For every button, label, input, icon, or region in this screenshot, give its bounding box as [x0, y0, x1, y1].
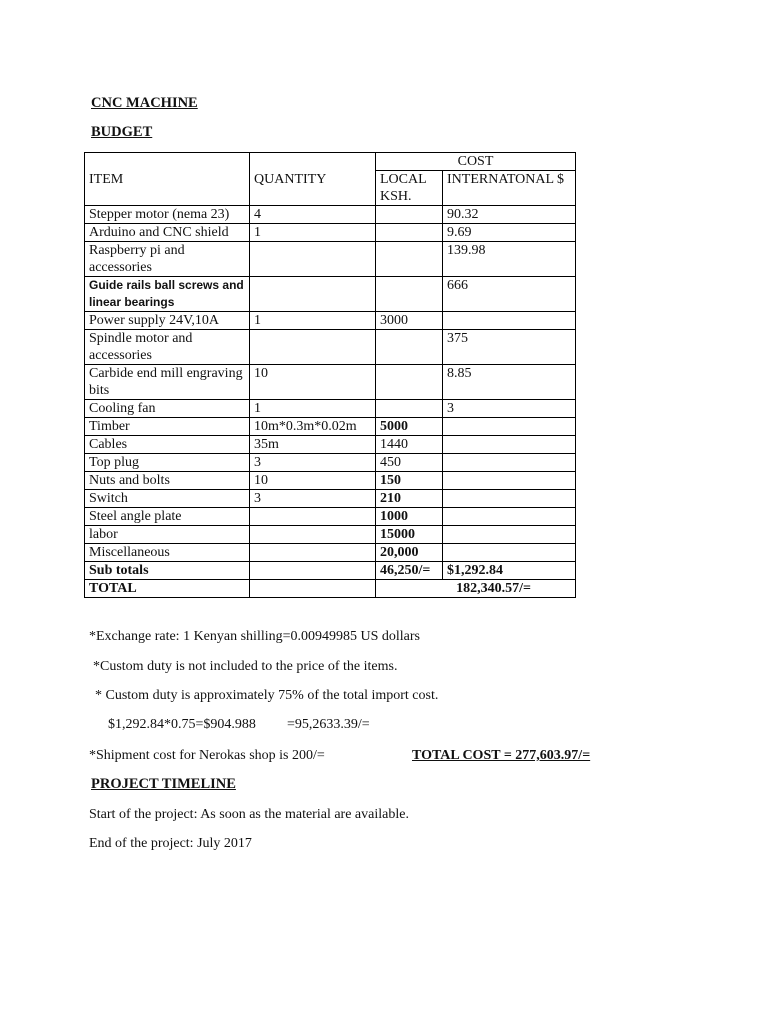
exchange-rate-note: *Exchange rate: 1 Kenyan shilling=0.00949985 US dollars — [89, 629, 421, 644]
header-international: INTERNATONAL $ — [443, 171, 576, 206]
table-row — [85, 544, 576, 562]
row-international-cost — [443, 526, 576, 544]
row-local-cost: 5000 — [376, 418, 443, 436]
table-row — [85, 490, 576, 508]
total-label: TOTAL — [85, 580, 250, 598]
subtotals-row — [85, 562, 576, 580]
row-international-cost: 8.85 — [443, 365, 576, 400]
table-header-row — [85, 153, 576, 171]
table-row — [85, 312, 576, 330]
row-international-cost: 90.32 — [443, 206, 576, 224]
row-quantity: 35m — [250, 436, 376, 454]
row-international-cost — [443, 472, 576, 490]
row-quantity — [250, 526, 376, 544]
row-item: Cooling fan — [85, 400, 250, 418]
row-quantity: 1 — [250, 224, 376, 242]
timeline-heading: PROJECT TIMELINE — [91, 776, 236, 792]
row-quantity: 10 — [250, 472, 376, 490]
budget-table — [84, 152, 576, 598]
row-local-cost — [376, 206, 443, 224]
row-local-cost — [376, 330, 443, 365]
row-local-cost: 150 — [376, 472, 443, 490]
budget-rows — [85, 206, 576, 562]
header-item: ITEM — [85, 153, 250, 206]
row-quantity — [250, 508, 376, 526]
row-quantity — [250, 242, 376, 277]
table-row — [85, 526, 576, 544]
row-item: Guide rails ball screws and linear bearings — [85, 277, 250, 312]
custom-duty-excluded-note: *Custom duty is not included to the price of the items. — [93, 659, 398, 674]
subtotals-qty — [250, 562, 376, 580]
row-international-cost — [443, 312, 576, 330]
row-quantity: 3 — [250, 454, 376, 472]
row-local-cost: 15000 — [376, 526, 443, 544]
row-item: Timber — [85, 418, 250, 436]
table-row — [85, 508, 576, 526]
row-international-cost — [443, 490, 576, 508]
row-international-cost: 139.98 — [443, 242, 576, 277]
row-local-cost: 20,000 — [376, 544, 443, 562]
table-row — [85, 206, 576, 224]
row-international-cost: 666 — [443, 277, 576, 312]
row-item: Spindle motor and accessories — [85, 330, 250, 365]
row-local-cost — [376, 277, 443, 312]
table-row — [85, 454, 576, 472]
row-international-cost: 3 — [443, 400, 576, 418]
row-item: Cables — [85, 436, 250, 454]
row-local-cost: 210 — [376, 490, 443, 508]
timeline-end: End of the project: July 2017 — [89, 836, 252, 851]
row-quantity — [250, 330, 376, 365]
duty-calculation-result: =95,2633.39/= — [287, 717, 370, 732]
duty-calculation: $1,292.84*0.75=$904.988 — [108, 717, 256, 732]
total-value: 182,340.57/= — [376, 580, 576, 598]
total-qty — [250, 580, 376, 598]
total-row — [85, 580, 576, 598]
row-local-cost: 1440 — [376, 436, 443, 454]
row-international-cost — [443, 418, 576, 436]
row-item: Switch — [85, 490, 250, 508]
row-quantity: 1 — [250, 312, 376, 330]
row-item: Nuts and bolts — [85, 472, 250, 490]
table-row — [85, 365, 576, 400]
row-item: Power supply 24V,10A — [85, 312, 250, 330]
row-local-cost — [376, 365, 443, 400]
row-item: Arduino and CNC shield — [85, 224, 250, 242]
row-quantity — [250, 277, 376, 312]
row-quantity: 3 — [250, 490, 376, 508]
row-item: Steel angle plate — [85, 508, 250, 526]
row-item: Top plug — [85, 454, 250, 472]
table-row — [85, 418, 576, 436]
row-international-cost — [443, 454, 576, 472]
budget-heading: BUDGET — [91, 124, 153, 140]
row-international-cost — [443, 508, 576, 526]
total-cost: TOTAL COST = 277,603.97/= — [412, 748, 591, 763]
row-local-cost — [376, 242, 443, 277]
subtotals-international: $1,292.84 — [443, 562, 576, 580]
row-local-cost — [376, 224, 443, 242]
row-international-cost: 9.69 — [443, 224, 576, 242]
subtotals-label: Sub totals — [85, 562, 250, 580]
custom-duty-percent-note: * Custom duty is approximately 75% of the total import cost. — [95, 688, 439, 703]
table-row — [85, 277, 576, 312]
row-local-cost: 1000 — [376, 508, 443, 526]
row-quantity: 10m*0.3m*0.02m — [250, 418, 376, 436]
header-quantity: QUANTITY — [250, 153, 376, 206]
row-item: Raspberry pi and accessories — [85, 242, 250, 277]
row-local-cost: 450 — [376, 454, 443, 472]
timeline-start: Start of the project: As soon as the material are available. — [89, 807, 409, 822]
table-row — [85, 472, 576, 490]
row-local-cost: 3000 — [376, 312, 443, 330]
row-quantity — [250, 544, 376, 562]
row-item: Carbide end mill engraving bits — [85, 365, 250, 400]
row-quantity: 10 — [250, 365, 376, 400]
table-row — [85, 330, 576, 365]
document-title: CNC MACHINE — [91, 95, 198, 111]
table-row — [85, 400, 576, 418]
table-row — [85, 242, 576, 277]
table-row — [85, 224, 576, 242]
row-international-cost — [443, 544, 576, 562]
row-international-cost — [443, 436, 576, 454]
row-international-cost: 375 — [443, 330, 576, 365]
row-quantity: 4 — [250, 206, 376, 224]
shipment-note: *Shipment cost for Nerokas shop is 200/= — [89, 748, 325, 763]
row-quantity: 1 — [250, 400, 376, 418]
header-local: LOCAL KSH. — [376, 171, 443, 206]
row-local-cost — [376, 400, 443, 418]
row-item: Stepper motor (nema 23) — [85, 206, 250, 224]
subtotals-local: 46,250/= — [376, 562, 443, 580]
header-cost: COST — [376, 153, 576, 171]
row-item: labor — [85, 526, 250, 544]
row-item: Miscellaneous — [85, 544, 250, 562]
table-row — [85, 436, 576, 454]
